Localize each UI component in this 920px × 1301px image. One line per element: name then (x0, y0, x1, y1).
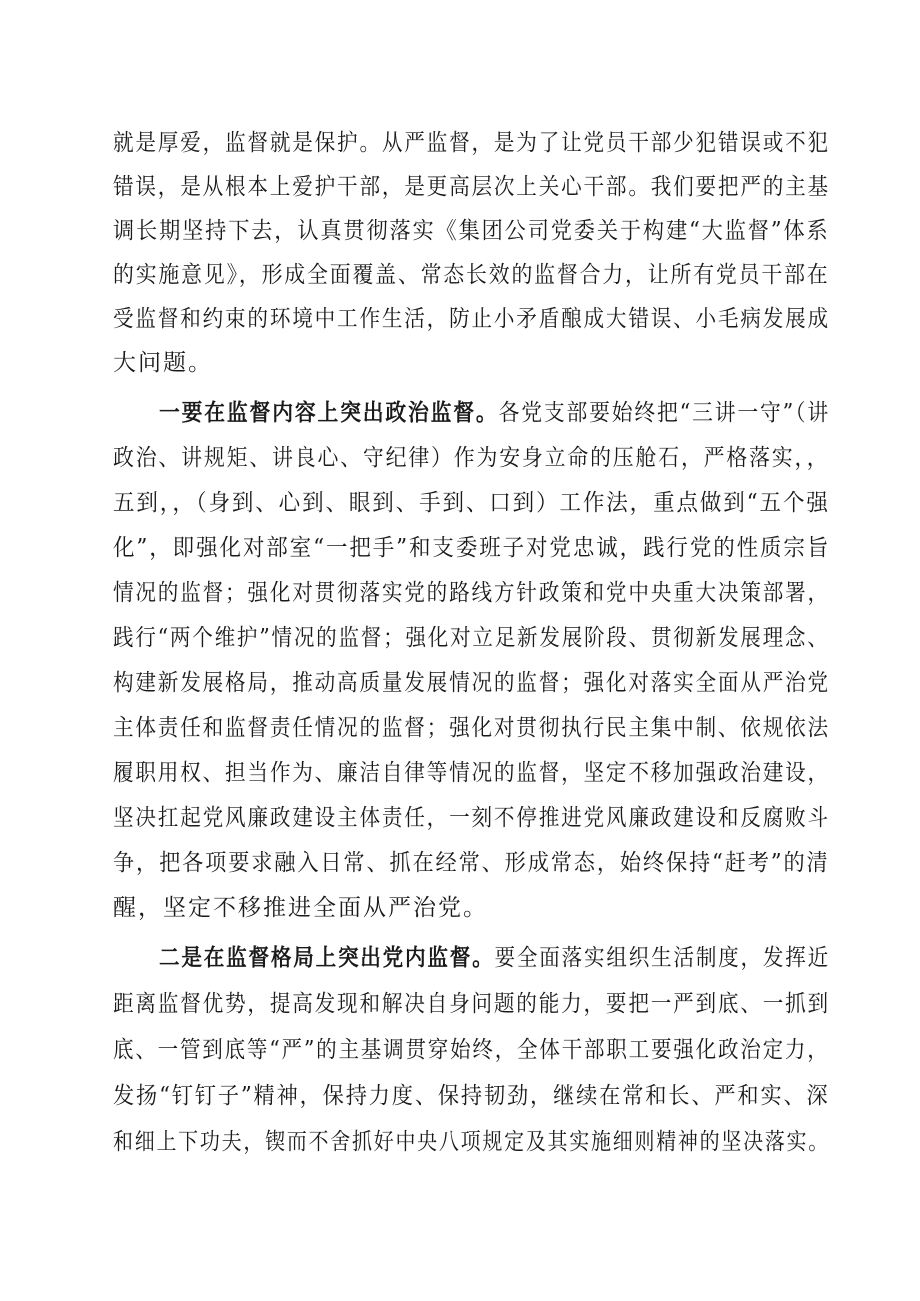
text-line: 践行“两个维护”情况的监督；强化对立足新发展阶段、贯彻新发展理念、 (113, 625, 830, 651)
text-line: 错误，是从根本上爱护干部，是更高层次上关心干部。我们要把严的主基 (113, 174, 830, 200)
text-line (159, 398, 830, 428)
text-line: 争，把各项要求融入日常、抓在经常、形成常态，始终保持“赶考”的清 (113, 850, 830, 876)
text-line: 底、一管到底等“严”的主基调贯穿始终，全体干部职工要强化政治定力， (113, 1037, 830, 1063)
text-line: 大问题。 (113, 350, 213, 376)
text-line: 调长期坚持下去，认真贯彻落实《集团公司党委关于构建“大监督”体系 (113, 218, 830, 244)
text-line: 发扬“钉钉子”精神，保持力度、保持韧劲，继续在常和长、严和实、深 (113, 1083, 830, 1109)
text-line (159, 943, 830, 973)
paragraph-heading: 一要在监督内容上突出政治监督。 (159, 399, 499, 426)
text-line: 履职用权、担当作为、廉洁自律等情况的监督，坚定不移加强政治建设， (113, 760, 830, 786)
text-line: 主体责任和监督责任情况的监督；强化对贯彻执行民主集中制、依规依法 (113, 715, 830, 741)
text-line: 情况的监督；强化对贯彻落实党的路线方针政策和党中央重大决策部署， (113, 580, 830, 606)
text-run: 各党支部要始终把“三讲一守”（讲 (498, 400, 831, 426)
text-line: 坚决扛起党风廉政建设主体责任，一刻不停推进党风廉政建设和反腐败斗 (113, 805, 830, 831)
text-line: 化”，即强化对部室“一把手”和支委班子对党忠诚，践行党的性质宗旨 (113, 535, 831, 561)
text-line: 受监督和约束的环境中工作生活，防止小矛盾酿成大错误、小毛病发展成 (113, 306, 830, 332)
text-run: 要全面落实组织生活制度，发挥近 (494, 945, 831, 971)
paragraph-heading: 二是在监督格局上突出党内监督。 (159, 944, 495, 971)
text-line: 就是厚爱，监督就是保护。从严监督，是为了让党员干部少犯错误或不犯 (113, 130, 830, 156)
text-line: 的实施意见》，形成全面覆盖、常态长效的监督合力，让所有党员干部在 (113, 262, 830, 288)
text-line: 五到，，（身到、心到、眼到、手到、口到）工作法，重点做到“五个强 (113, 490, 830, 516)
text-line: 政治、讲规矩、讲良心、守纪律）作为安身立命的压舱石，严格落实，， (113, 445, 830, 471)
text-line: 距离监督优势，提高发现和解决自身问题的能力，要把一严到底、一抓到 (113, 991, 830, 1017)
text-line: 和细上下功夫，锲而不舍抓好中央八项规定及其实施细则精神的坚决落实。 (113, 1129, 831, 1155)
text-line: 构建新发展格局，推动高质量发展情况的监督；强化对落实全面从严治党 (113, 670, 830, 696)
text-line: 醒，坚定不移推进全面从严治党。 (113, 895, 488, 921)
